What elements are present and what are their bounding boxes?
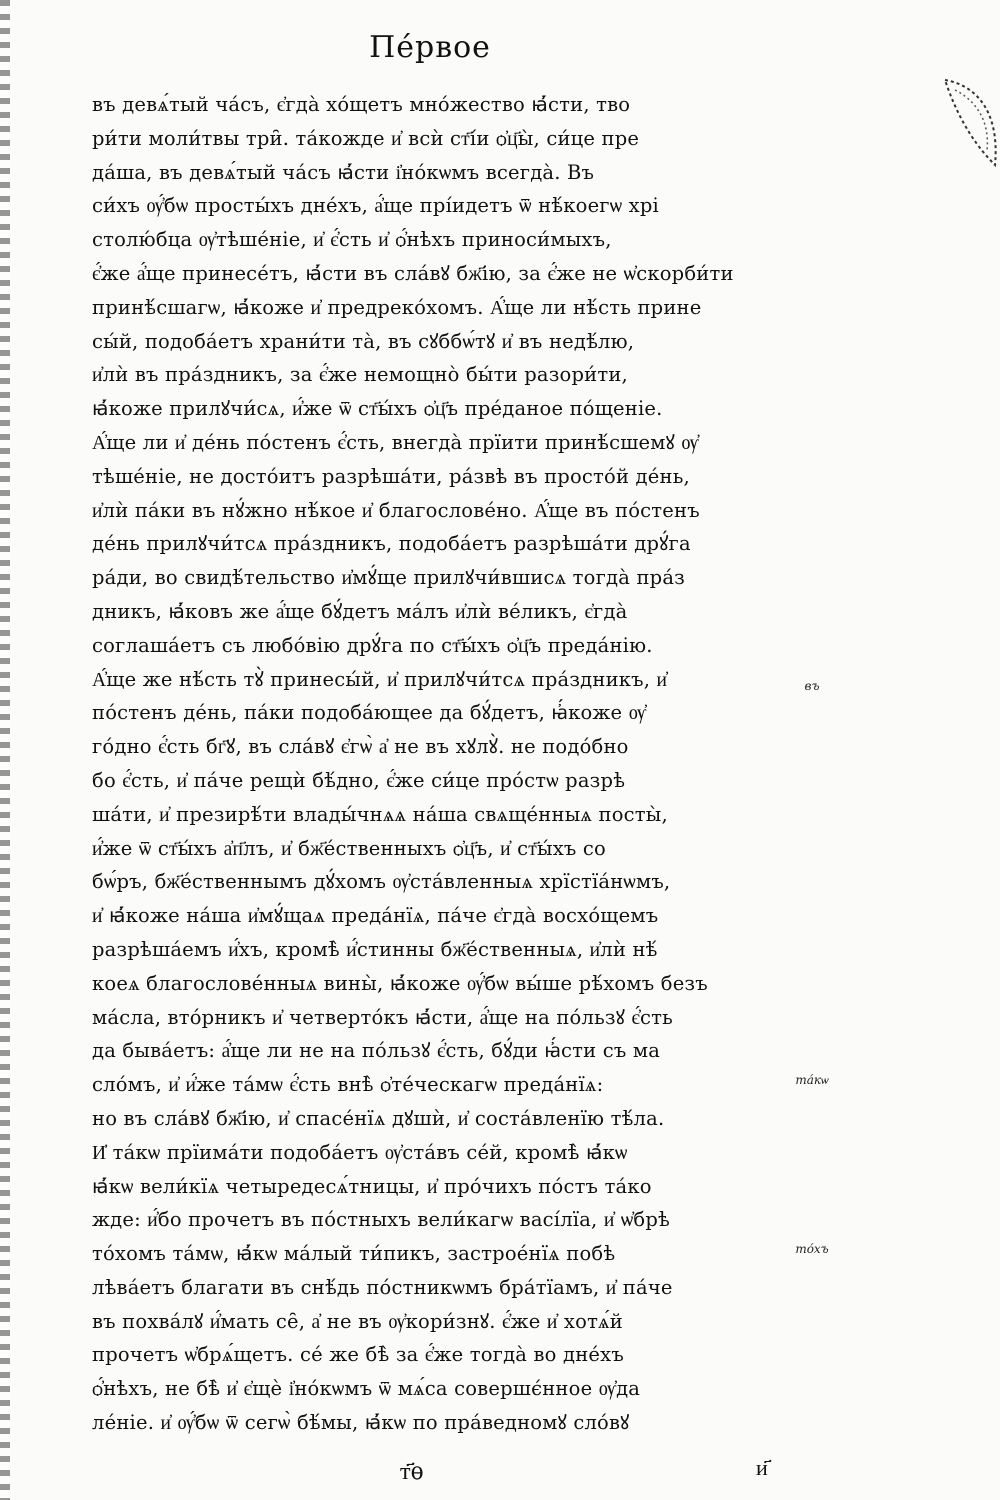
text-line: да́ша, въ девѧ́тый ча́съ ꙗ҆́сти і҆но́кѡмъ всегда̀. Въ [92, 160, 595, 184]
text-line: ри́ти моли́твы три̑. та́кожде и҆ всѝ ст҃і́и ѻ҆ц҃ы̀, си́це пре [92, 126, 640, 150]
text-line: бѡ́ръ, бж҃е́ственнымъ дꙋ́хомъ ѹ҆ста́вленныѧ хрїстїа́нѡмъ, [92, 870, 671, 894]
text-line: бо є҆́сть, и҆ па́че рещѝ бѣ́дно, є҆́же си́це про́стѡ разрѣ [92, 768, 626, 792]
text-line: є҆́же а҆́ще принесе́тъ, ꙗ҆́сти въ сла́вꙋ бж҃ію, за є҆́же не ѡ҆скорби́ти [92, 261, 734, 285]
page-binding-edge [0, 0, 10, 1500]
text-line: принѣ́сшагѡ, ꙗ҆́коже и҆ предреко́хомъ. А҆́ще ли нѣ́сть прине [92, 295, 702, 319]
text-line: го́дно є҆́сть бг҃ꙋ, въ сла́вꙋ є҆гѡ̀ а҆ не въ хꙋлꙋ̀. не подо́бно [92, 735, 629, 759]
text-line: ле́ніе. и҆ ѹ҆́бѡ ѿ сегѡ̀ бѣ́мы, ꙗ҆́кѡ по пра́ведномꙋ сло́вꙋ [92, 1411, 630, 1435]
text-line: по́стенъ де́нь, па́ки подоба́ющее да бꙋ́детъ, ꙗ҆́коже ѹ҆ [92, 701, 647, 725]
text-line: де́нь прилꙋчи́тсѧ пра́здникъ, подоба́етъ разрѣша́ти дрꙋ́га [92, 532, 691, 556]
text-line: ма́сла, вто́рникъ и҆ четверто́къ ꙗ҆́сти, а҆́ще на по́льзꙋ є҆́сть [92, 1005, 673, 1029]
text-line: соглаша́етъ съ любо́вію дрꙋ́га по ст҃ы́хъ ѻ҆ц҃ъ преда́нію. [92, 633, 653, 657]
text-line: сло́мъ, и҆ и҆́же та́мѡ є҆́сть внѣ̀ ѻ҆те́ческагѡ преда́нїѧ: [92, 1073, 604, 1097]
text-line: жде: и҆́бо прочетъ въ по́стныхъ вели́кагѡ васі́лїа, и҆ ѡ҆брѣ [92, 1208, 671, 1232]
text-line: ра́ди, во свидѣ́тельство и҆мꙋ́ще прилꙋчи́вшисѧ тогда̀ пра́з [92, 566, 686, 590]
text-line: прочетъ ѡ҆брѧ́щетъ. се́ же бѣ̀ за є҆́же тогда̀ во дне́хъ [92, 1343, 624, 1367]
text-line: и҆́же ѿ ст҃ы́хъ а҆п҃лъ, и҆ бж҃е́ственныхъ ѻ҆ц҃ъ, и҆ ст҃ы́хъ со [92, 836, 606, 860]
text-line: ша́ти, и҆ презирѣ́ти влады́чнѧѧ на́ша свѧще́нныѧ посты̀, [92, 802, 668, 826]
text-line: ꙗ҆́кѡ вели́кїѧ четыредесѧ́тницы, и҆ про́чихъ по́стъ та́ко [92, 1174, 652, 1198]
text-line: И҆ та́кѡ прїима́ти подоба́етъ ѹ҆ста́въ се́й, кромѣ̀ ꙗ҆́кѡ [92, 1140, 628, 1164]
text-line: ꙗ҆́коже прилꙋчи́сѧ, и҆́же ѿ ст҃ы́хъ ѻ҆ц҃ъ пре́даное по́щеніе. [92, 397, 663, 421]
text-line: разрѣша́емъ и҆́хъ, кромѣ̀ и҆́стинны бж҃е́ственныѧ, и҆лѝ нѣ́ [92, 937, 658, 961]
text-line: въ девѧ́тый ча́съ, є҆гда̀ хо́щетъ мно́жество ꙗ҆́сти, тво [92, 93, 631, 116]
text-line: да быва́етъ: а҆́ще ли не на по́льзꙋ є҆́сть, бꙋ́ди ꙗ҆́сти съ ма [92, 1039, 661, 1063]
text-line: и҆лѝ въ пра́здникъ, за є҆́же немощно̀ бы́ти разори́ти, [92, 363, 628, 387]
text-line: лѣва́етъ благати въ снѣ́дь по́стникѡмъ бра́тїамъ, и҆ па́че [92, 1275, 673, 1299]
text-line: тѣше́ніе, не досто́итъ разрѣша́ти, ра́звѣ въ просто́й де́нь, [92, 464, 690, 488]
text-line: но въ сла́вꙋ бж҃ію, и҆ спасе́нїѧ дꙋшѝ, и҆ соста́вленїю тѣ́ла. [92, 1106, 665, 1130]
text-line: то́хомъ та́мѡ, ꙗ҆́кѡ ма́лый ти́пикъ, застрое́нїѧ побѣ [92, 1242, 616, 1266]
body-text [92, 88, 764, 1440]
margin-note: то́хъ [795, 1242, 829, 1256]
bleed-through-mark [935, 70, 1000, 180]
running-head: Пе́рвое [369, 30, 491, 65]
margin-note: та́кѡ [795, 1073, 829, 1087]
text-line: въ похва́лꙋ и҆́мать се̑, а҆ не въ ѹ҆кори́знꙋ. є҆́же и҆ хотѧ́й [92, 1309, 623, 1333]
signature-mark: и҃ [756, 1456, 768, 1481]
text-line: А҆́ще же нѣ́сть тꙋ̀ принесы́й, и҆ прилꙋчи́тсѧ пра́здникъ, и҆ [92, 667, 668, 691]
text-line: ѻ҆́нѣхъ, не бѣ̀ и҆ є҆щѐ і҆но́кѡмъ ѿ мѧ́са совершє́нное ѹ҆да [92, 1377, 641, 1401]
text-line: столю́бца ѹ҆тѣше́ніе, и҆ є҆́сть и҆ ѻ҆́нѣхъ приноси́мыхъ, [92, 228, 612, 252]
text-line: сы́й, подоба́етъ храни́ти та̀, въ сꙋббѡ́тꙋ и҆ въ недѣ́лю, [92, 329, 635, 353]
margin-note: въ [804, 679, 820, 693]
text-line: и҆лѝ па́ки въ нꙋ́жно нѣ́кое и҆ благослове́но. А҆́ще въ по́стенъ [92, 498, 700, 522]
text-line: коеѧ благослове́нныѧ вины̀, ꙗ҆́коже ѹ҆́бѡ вы́ше рѣ́хомъ безъ [92, 971, 708, 995]
folio-number: т҃ѳ [400, 1457, 424, 1485]
text-line: и҆ ꙗ҆́коже на́ша и҆мꙋ́щаѧ преда́нїѧ, па́че є҆гда̀ восхо́щемъ [92, 904, 659, 928]
text-line: дникъ, ꙗ҆́ковъ же а҆́ще бꙋ́детъ ма́лъ и҆лѝ ве́ликъ, є҆гда̀ [92, 599, 628, 623]
text-line: си́хъ ѹ҆́бѡ просты́хъ дне́хъ, а҆́ще прі́идетъ ѿ нѣ́коегѡ хрі [92, 194, 659, 218]
text-line: А҆́ще ли и҆ де́нь по́стенъ є҆́сть, внегда̀ прїити принѣ́сшемꙋ ѹ҆ [92, 430, 699, 454]
